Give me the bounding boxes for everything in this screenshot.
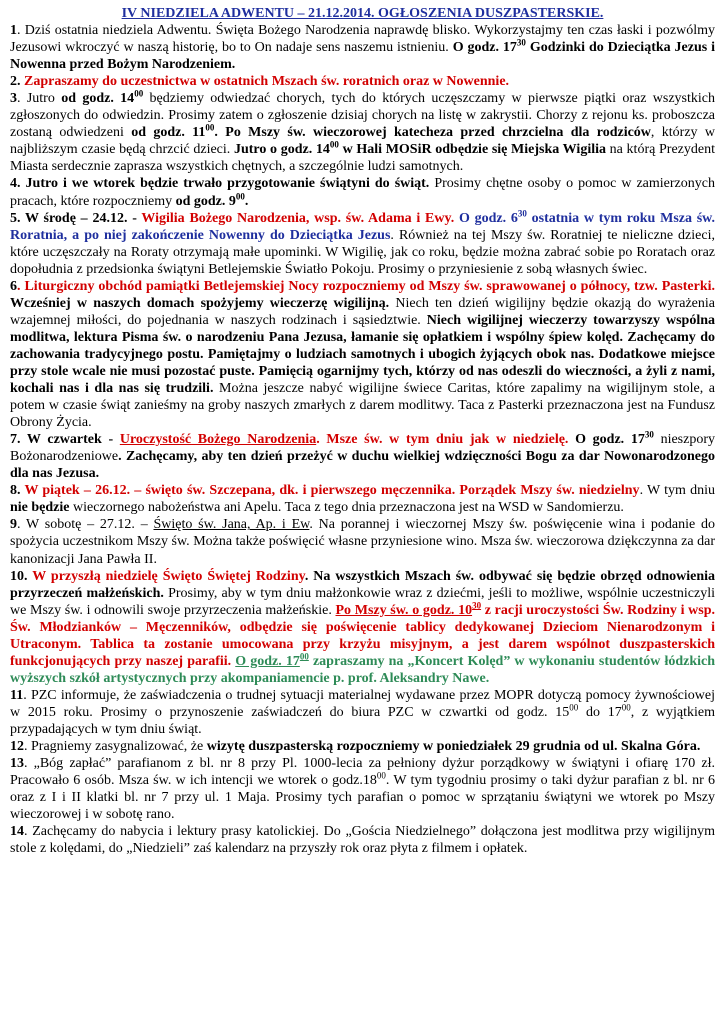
- item-number: 14: [10, 824, 24, 840]
- superscript: 00: [134, 88, 144, 99]
- text: . Zachęcamy do nabycia i lektury prasy katolickiej. Do „Gościa Niedzielnego” dołączona jest modlitwa przy wigilijnym stole z kolędami, do „Niedzieli” zaś kalendarz na przyszły rok oraz płyta z filmem i opłatek.: [10, 824, 715, 857]
- text: .: [17, 483, 25, 499]
- text-blue: O godz. 6: [454, 210, 518, 226]
- announcement-1: [10, 22, 715, 73]
- item-number: 7: [10, 432, 17, 448]
- text-red: W przyszłą niedzielę Święto Świętej Rodziny: [32, 568, 305, 584]
- text-bold: od godz. 11: [131, 125, 206, 141]
- superscript: 30: [516, 37, 526, 48]
- text-bold: w Hali MOSiR odbędzie się Miejska Wigilia: [338, 142, 606, 158]
- text-bold: . Na wszystkich Mszach św. odbywać się będzie obrzęd odnowienia przyrzeczeń małżeńskich.: [10, 568, 716, 601]
- item-number: 11: [10, 687, 24, 703]
- text: na którą Prezydent Miasta serdecznie zaprasza wszystkich chętnych, a szczególnie ludzi samotnych.: [10, 142, 715, 175]
- text-bold: od godz. 9: [175, 193, 236, 209]
- announcement-6: [10, 278, 715, 431]
- text: . W tym tygodniu prosimy o taki dyżur parafian z bl. nr 6 oraz z I i II klatki bl. nr 7 przy ul. 1 Maja. Prosimy tych parafian o pomoc w sprzątaniu świątyni we wtorek po Mszy wieczorowej i w sobotę rano.: [10, 773, 715, 823]
- item-number: 12: [10, 739, 24, 755]
- text: Można jeszcze nabyć wigilijne świece Caritas, które zapalimy na wigilijnym stole, a potem w czasie świąt zanieśmy na groby naszych zmarłych z darem modlitwy. Taca z Pasterki przeznaczona jest na Fundusz Obrony Życia.: [10, 381, 716, 431]
- text: będziemy odwiedzać chorych, tych do których uczęszczamy w pierwsze piątki oraz wszystkich zgłoszonych do odwiedzin. Prosimy zatem o zgłoszenie dzisiaj chorych na listę w zakrystii: [10, 91, 715, 124]
- text-bold: . Zachęcamy, aby ten dzień przeżyć w duchu wielkiej wdzięczności Bogu za dar Nowonarodzonego dla nas Jezusa.: [10, 449, 715, 482]
- announcement-13: [10, 755, 715, 823]
- text: . Jutro: [17, 91, 62, 107]
- text-bold: O godz. 17: [568, 432, 645, 448]
- text: . Dziś ostatnia niedziela Adwentu. Święta Bożego Narodzenia naprawdę blisko. Wykorzystajmy ten czas łaski i pozwólmy Jezusowi wkroczyć w naszą historię, bo to On nadaje sens naszemu istnieniu.: [10, 23, 715, 56]
- text-red-underlined: Uroczystość Bożego Narodzenia: [119, 432, 317, 448]
- item-number: 3: [10, 91, 17, 107]
- item-number: 9: [10, 517, 17, 533]
- text-bold: . Po Mszy św. wieczorowej katecheza przed chrzcielna dla rodziców: [214, 125, 651, 141]
- announcement-7: [10, 431, 715, 482]
- superscript: 30: [517, 207, 527, 218]
- superscript: 00: [376, 770, 386, 781]
- item-number: 10: [10, 568, 24, 584]
- text-bold: Jutro o godz. 14: [233, 142, 330, 158]
- item-number: 8: [10, 483, 17, 499]
- superscript: 00: [569, 702, 579, 713]
- text: Prosimy, aby w tym dniu małżonkowie wraz z dziećmi, jeśli to możliwe, wspólnie uczestniczyli we Mszy św. i odnowili swoje przyrzeczenia małżeńskie.: [10, 585, 715, 618]
- text-green: zapraszamy na „Koncert Kolęd” w wykonaniu studentów łódzkich wyższych szkół artystycznych przy akompaniamencie p. prof. Aleksandry Nawe.: [10, 653, 716, 686]
- text-red: Zapraszamy do uczestnictwa w ostatnich Mszach św. roratnich oraz w Nowennie.: [24, 74, 510, 90]
- text-bold: Niech wigilijnej wieczerzy towarzyszy wspólna modlitwa, lektura Pisma św. o narodzeniu Pana Jezusa, łamanie się opłatkiem i wspólny śpiew kolęd. Zachęcamy do zachowania tradycyjnego postu. Pamiętajmy o ludziach samotnych i ubogich żyjących obok nas. Dodatkowe miejsce przy stole wcale nie musi pozostać puste. Pamięcią ogarnijmy tych, którzy od nas odeszli do wieczności, a żyli z nami, kochali nas i dla nas się trudzili.: [10, 312, 716, 397]
- text-red: z racji uroczystości Św. Rodziny i wsp. Św. Młodzianków – Męczenników, odbędzie się poświęcenie tablicy dedykowanej Dzieciom Nienarodzonym i Utraconym. Tablica ta zostanie umocowana przy krzyżu misyjnym, a jest darem wspólnot duszpasterskich funkcjonujących przy naszej parafii.: [10, 602, 715, 669]
- item-number: 2: [10, 74, 17, 90]
- text-red-underlined: Po Mszy św. o godz. 10: [335, 602, 473, 618]
- text: wieczornego nabożeństwa ani Apelu. Taca z tego dnia przeznaczona jest na WSD w Sandomierzu.: [69, 500, 624, 516]
- text: . Również na tej Mszy św. Roratniej te nieliczne dzieci, które uczęszczały na Roraty otrzymają małe upominki. W Wigilię, jak co roku, będzie można zabrać sobie po Roratach oraz dopołudnia z przedsionka świątyni Betlejemskie Światło Pokoju. Prosimy o przyniesienie z sobą własnych świec.: [10, 227, 715, 277]
- announcement-14: [10, 823, 715, 857]
- text-bold: .: [244, 193, 249, 209]
- text-red: Wigilia Bożego Narodzenia, wsp. św. Adama i Ewy.: [141, 210, 455, 226]
- item-number: 13: [10, 756, 24, 772]
- text-bold: O godz. 17: [452, 40, 517, 56]
- announcement-5: [10, 207, 716, 278]
- text-bold: wizytę duszpasterską rozpoczniemy w poniedziałek 29 grudnia od ul. Skalna Góra.: [206, 739, 701, 755]
- text-bold: . Jutro i we wtorek będzie trwało przygotowanie świątyni do świąt.: [17, 176, 430, 192]
- item-number: 1: [10, 23, 17, 39]
- superscript: 30: [644, 429, 654, 440]
- superscript: 00: [329, 139, 339, 150]
- text-bold: . W środę – 24.12. -: [17, 210, 142, 226]
- text-green-underlined: O godz. 17: [235, 653, 300, 669]
- text: . Pragniemy zasygnalizować, że: [24, 739, 207, 755]
- announcement-11: [10, 687, 715, 738]
- announcement-10: [10, 568, 715, 687]
- text-blue: ostatnia w tym roku Msza św. Roratnia, a po niej zakończenie Nowenny do Dzieciątka Jezus: [10, 210, 716, 243]
- text: do 17: [578, 704, 622, 720]
- text: , z wyjątkiem przypadających w tym dniu świąt.: [10, 704, 716, 737]
- superscript: 00: [299, 651, 309, 662]
- text: , którzy w najbliższym czasie będą chrzcić dzieci.: [10, 125, 715, 158]
- announcement-8: [10, 482, 715, 516]
- text-bold: nie będzie: [10, 500, 70, 516]
- announcement-9: [10, 516, 715, 567]
- text: . PZC informuje, że zaświadczenia o trudnej sytuacji materialnej wydawane przez MOPR dotyczą pomocy żywnościowej w 2015 roku. Prosimy o przynoszenie zaświadczeń do biura PZC w czwartki od godz. 15: [10, 687, 715, 720]
- text-bold: . W czwartek -: [17, 432, 120, 448]
- text-bold: od godz. 14: [61, 91, 135, 107]
- text-bold: Godzinki do Dzieciątka Jezus i Nowenna przed Bożym Narodzeniem.: [10, 40, 716, 73]
- text: .: [17, 74, 24, 90]
- text: . W tym dniu: [639, 483, 715, 499]
- text-underlined: Święto św. Jana, Ap. i Ew: [153, 517, 310, 533]
- text: . Na porannej i wieczornej Mszy św. poświęcenie wina i podanie do spożycia uczestnikom Mszy św. Można także poświęcić własne przyniesione wino. Msza św. wieczorowa dziękczynna za dar kanonizacji Jana Pawła II.: [10, 517, 715, 567]
- superscript: 30: [472, 599, 482, 610]
- announcements-page: [10, 0, 715, 857]
- announcement-3: [10, 90, 715, 175]
- text: . Chorzy z rejonu ks. proboszcza zostaną odwiedzeni: [10, 108, 715, 141]
- page-title: IV NIEDZIELA ADWENTU – 21.12.2014. OGŁOSZENIA DUSZPASTERSKIE.: [121, 6, 604, 21]
- text-red: W piątek – 26.12. – święto św. Szczepana, dk. i pierwszego męczennika. Porządek Mszy św. niedzielny: [24, 483, 640, 499]
- text: .: [24, 568, 33, 584]
- text-bold: Wcześniej w naszych domach spożyjemy wieczerzę wigilijną.: [10, 295, 390, 311]
- item-number: 5: [10, 210, 17, 226]
- text: . „Bóg zapłać” parafianom z bl. nr 8 przy Pl. 1000-lecia za pełniony dyżur porządkowy w świątyni i ofiarę 170 zł. Pracowało 6 osób. Msza św. w ich intencji we wtorek o godz.18: [10, 756, 715, 789]
- item-number: 4: [10, 176, 17, 192]
- announcement-2: [10, 73, 715, 90]
- text: nieszpory Bożonarodzeniowe: [10, 432, 715, 465]
- superscript: 00: [235, 190, 245, 201]
- text: Prosimy chętne osoby o pomoc w zamierzonych pracach, które rozpoczniemy: [10, 176, 715, 209]
- text: . W sobotę – 27.12. –: [17, 517, 154, 533]
- text-red: . Msze św. w tym dniu jak w niedzielę.: [316, 432, 569, 448]
- announcement-12: [10, 738, 715, 755]
- text-red: . Liturgiczny obchód pamiątki Betlejemskiej Nocy rozpoczniemy od Mszy św. sprawowanej o północy, tzw. Pasterki.: [17, 278, 715, 294]
- text: Niech ten dzień wigilijny będzie okazją do wyrażenia wzajemnej miłości, do pojednania w naszych rodzinach i sąsiedztwie.: [10, 295, 716, 328]
- item-number: 6: [10, 278, 17, 294]
- superscript: 00: [205, 122, 215, 133]
- announcement-4: [10, 175, 715, 209]
- superscript: 00: [621, 702, 631, 713]
